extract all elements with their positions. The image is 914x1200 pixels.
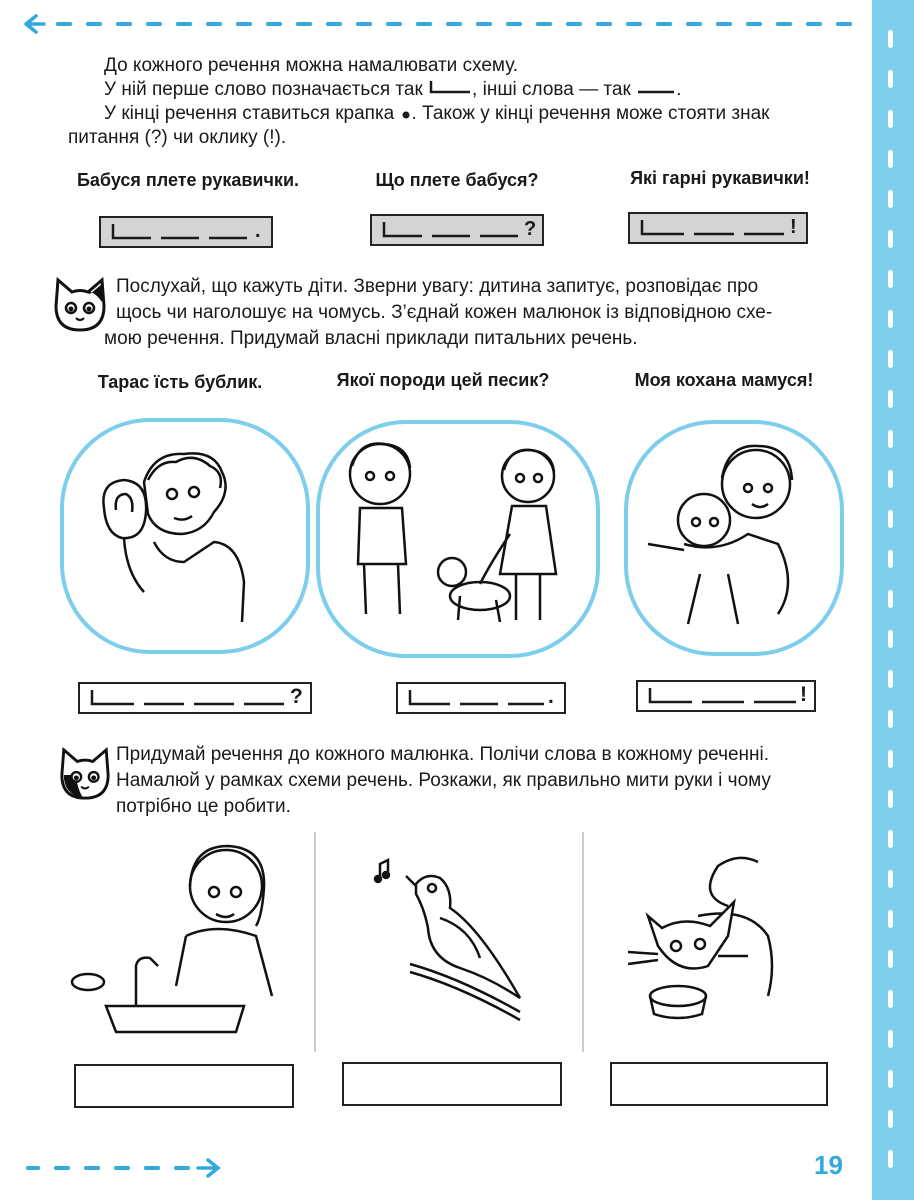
column-divider bbox=[582, 832, 584, 1052]
answer-box-2[interactable] bbox=[342, 1062, 562, 1106]
scheme-mark: ! bbox=[790, 216, 797, 238]
first-word-symbol bbox=[428, 79, 472, 95]
answer-box-3[interactable] bbox=[610, 1062, 828, 1106]
intro-line-4: питання (?) чи оклику (!). bbox=[68, 127, 287, 148]
task-1-line-2: щось чи наголошує на чомусь. З’єднай кожен малюнок із відповідною схе- bbox=[116, 302, 773, 323]
task-2-line-2: Намалюй у рамках схеми речень. Розкажи, як правильно мити руки і чому bbox=[116, 770, 771, 791]
speech-sentence-2: Якої породи цей песик? bbox=[336, 370, 550, 390]
intro-line-1: До кожного речення можна намалювати схему. bbox=[104, 55, 519, 76]
speech-scheme-1 bbox=[78, 682, 312, 714]
intro-line-2: У ній перше слово позначається так , інші слова — так . bbox=[104, 79, 682, 100]
bottom-dashed-arrow bbox=[24, 1156, 224, 1180]
speech-scheme-2 bbox=[396, 682, 566, 714]
right-decor-band bbox=[872, 0, 914, 1200]
task-2-line-3: потрібно це робити. bbox=[116, 796, 291, 817]
picture-frame-kids-dog bbox=[316, 420, 600, 658]
task-1-text bbox=[104, 274, 836, 352]
example-sentence-3: Які гарні рукавички! bbox=[630, 168, 810, 188]
scheme-mark: . bbox=[255, 220, 261, 242]
singing-bird-illustration bbox=[370, 848, 550, 1028]
speech-sentence-3: Моя кохана мамуся! bbox=[634, 370, 814, 390]
girl-washing-hands-illustration bbox=[66, 836, 286, 1042]
word-symbol bbox=[636, 79, 676, 95]
picture-frame-mom-child bbox=[624, 420, 844, 656]
answer-box-1[interactable] bbox=[74, 1064, 294, 1108]
example-scheme-1 bbox=[99, 216, 273, 248]
column-divider bbox=[314, 832, 316, 1052]
task-1-line-3: мою речення. Придумай власні приклади питальних речень. bbox=[104, 328, 638, 349]
cat-mascot-icon bbox=[52, 276, 108, 334]
scheme-mark: . bbox=[548, 685, 554, 708]
example-scheme-2 bbox=[370, 214, 544, 246]
speech-sentence-1: Тарас їсть бублик. bbox=[97, 372, 263, 392]
mother-hugging-child-illustration bbox=[628, 424, 840, 652]
scheme-mark: ? bbox=[524, 218, 537, 240]
scheme-mark: ? bbox=[290, 685, 303, 708]
task-2-line-1: Придумай речення до кожного малюнка. Полічи слова в кожному реченні. bbox=[116, 744, 770, 765]
intro-text bbox=[68, 54, 844, 150]
example-sentence-1: Бабуся плете рукавички. bbox=[76, 170, 300, 190]
task-1-line-1: Послухай, що кажуть діти. Зверни увагу: дитина запитує, розповідає про bbox=[116, 276, 759, 297]
top-dashed-arrow bbox=[24, 12, 874, 36]
kids-with-dog-illustration bbox=[320, 424, 596, 654]
boy-eating-bagel-illustration bbox=[64, 422, 306, 650]
page-number: 19 bbox=[814, 1150, 843, 1180]
cat-drinking-milk-illustration bbox=[618, 846, 788, 1026]
dot-symbol bbox=[400, 105, 412, 119]
intro-line-3: У кінці речення ставиться крапка . Також у кінці речення може стояти знак bbox=[104, 103, 770, 124]
speech-scheme-3 bbox=[636, 680, 816, 712]
picture-frame-boy-bagel bbox=[60, 418, 310, 654]
task-2-text bbox=[116, 742, 836, 820]
example-scheme-3 bbox=[628, 212, 808, 244]
scheme-mark: ! bbox=[800, 683, 807, 706]
cat-mascot-icon bbox=[58, 746, 112, 802]
example-sentence-2: Що плете бабуся? bbox=[375, 170, 539, 190]
